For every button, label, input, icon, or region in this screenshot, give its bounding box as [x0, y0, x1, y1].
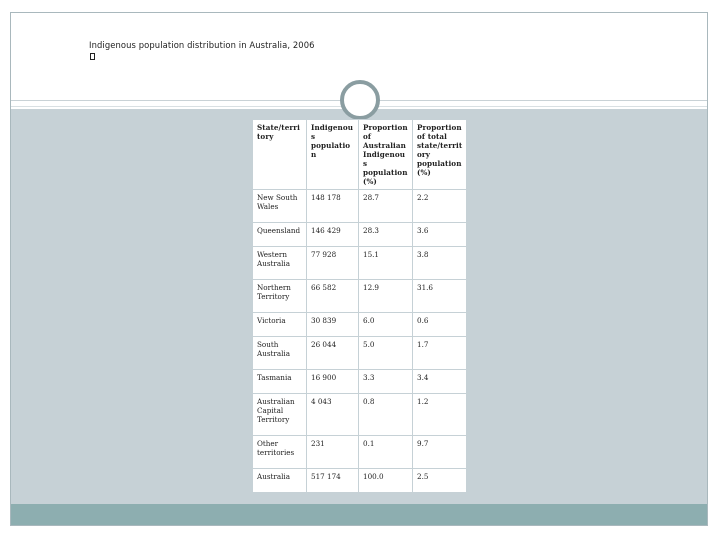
- cell-state: Tasmania: [253, 370, 307, 394]
- table-row: [253, 370, 467, 394]
- cell-population: 146 429: [307, 223, 359, 247]
- cell-proportion-australian: 12.9: [359, 280, 413, 313]
- cell-state: New South Wales: [253, 190, 307, 223]
- population-table: [252, 119, 467, 493]
- cell-proportion-australian: 0.1: [359, 436, 413, 469]
- cell-state: Victoria: [253, 313, 307, 337]
- slide-footer-bar: [11, 504, 707, 525]
- slide-title: Indigenous population distribution in Australia, 2006: [89, 40, 315, 50]
- cell-proportion-australian: 100.0: [359, 469, 413, 493]
- table-row: [253, 436, 467, 469]
- cell-proportion-australian: 5.0: [359, 337, 413, 370]
- cell-proportion-australian: 28.3: [359, 223, 413, 247]
- cell-population: 30 839: [307, 313, 359, 337]
- table-row: [253, 337, 467, 370]
- header-proportion-state: Proportion of total state/territory population (%): [413, 120, 467, 190]
- cell-proportion-state: 2.2: [413, 190, 467, 223]
- cell-proportion-state: 9.7: [413, 436, 467, 469]
- cell-population: 26 044: [307, 337, 359, 370]
- table-header-row: [253, 120, 467, 190]
- cell-proportion-state: 2.5: [413, 469, 467, 493]
- cell-proportion-state: 1.7: [413, 337, 467, 370]
- table-row: [253, 190, 467, 223]
- header-indigenous-population: Indigenous population: [307, 120, 359, 190]
- cell-state: Australia: [253, 469, 307, 493]
- cell-state: Australian Capital Territory: [253, 394, 307, 436]
- cell-proportion-australian: 0.8: [359, 394, 413, 436]
- circle-ornament-icon: [340, 80, 380, 120]
- cell-population: 231: [307, 436, 359, 469]
- table-row: [253, 223, 467, 247]
- cell-population: 517 174: [307, 469, 359, 493]
- table-row: [253, 280, 467, 313]
- cell-state: Western Australia: [253, 247, 307, 280]
- cell-state: Other territories: [253, 436, 307, 469]
- cell-state: Queensland: [253, 223, 307, 247]
- header-proportion-australian: Proportion of Australian Indigenous population (%): [359, 120, 413, 190]
- cell-proportion-australian: 6.0: [359, 313, 413, 337]
- cell-proportion-australian: 28.7: [359, 190, 413, 223]
- cell-proportion-state: 0.6: [413, 313, 467, 337]
- cell-population: 4 043: [307, 394, 359, 436]
- header-state-territory: State/territory: [253, 120, 307, 190]
- cell-proportion-state: 3.8: [413, 247, 467, 280]
- cell-population: 77 928: [307, 247, 359, 280]
- cell-population: 148 178: [307, 190, 359, 223]
- cell-proportion-state: 1.2: [413, 394, 467, 436]
- cell-proportion-state: 31.6: [413, 280, 467, 313]
- bullet-icon: [90, 53, 95, 60]
- cell-proportion-australian: 15.1: [359, 247, 413, 280]
- table-row-total: [253, 469, 467, 493]
- cell-proportion-australian: 3.3: [359, 370, 413, 394]
- table-row: [253, 247, 467, 280]
- table-row: [253, 313, 467, 337]
- cell-state: South Australia: [253, 337, 307, 370]
- cell-proportion-state: 3.6: [413, 223, 467, 247]
- cell-population: 16 900: [307, 370, 359, 394]
- cell-proportion-state: 3.4: [413, 370, 467, 394]
- table-row: [253, 394, 467, 436]
- cell-population: 66 582: [307, 280, 359, 313]
- cell-state: Northern Territory: [253, 280, 307, 313]
